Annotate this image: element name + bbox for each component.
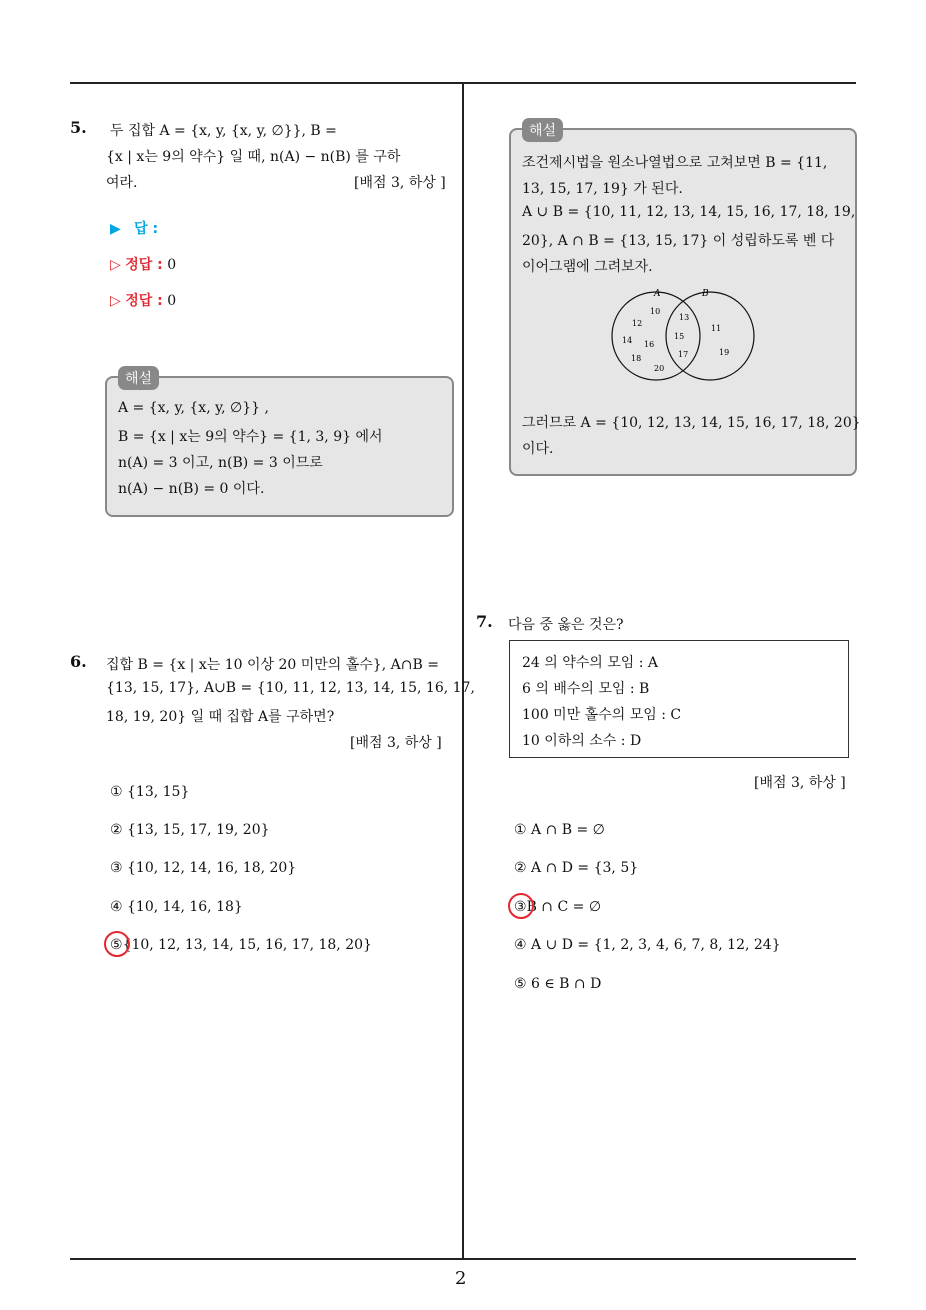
right-explanation-tag: 해설	[522, 118, 563, 142]
choice-mark: ⑤	[514, 976, 527, 992]
q5-correct-row-2	[110, 290, 176, 310]
q7-selected-ring-icon	[508, 893, 534, 919]
venn-a-10: 10	[650, 307, 661, 316]
right-explain-line-5: 이어그램에 그려보자.	[522, 259, 653, 275]
q7-choice-4[interactable]	[514, 937, 781, 953]
q7-choice-1[interactable]	[514, 822, 605, 838]
page-number: 2	[455, 1268, 467, 1289]
outline-triangle-icon: ▷	[110, 257, 121, 273]
q5-explain-line-3: n(A) = 3 이고, n(B) = 3 이므로	[118, 455, 323, 471]
q7-def-2: 6 의 배수의 모임 : B	[522, 681, 650, 697]
correct-value: 0	[167, 257, 177, 273]
correct-value: 0	[167, 293, 177, 309]
choice-mark: ③	[110, 860, 123, 876]
q6-choice-5[interactable]	[110, 937, 372, 953]
q7-choice-5[interactable]	[514, 976, 601, 992]
q5-line-1: 두 집합 A = {x, y, {x, y, ∅}}, B =	[110, 123, 337, 139]
q6-selected-ring-icon	[104, 931, 130, 957]
venn-a-12: 12	[632, 319, 643, 328]
choice-mark: ④	[514, 937, 527, 953]
choice-mark: ②	[514, 860, 527, 876]
choice-text: {10, 12, 13, 14, 15, 16, 17, 18, 20}	[122, 937, 372, 953]
choice-mark: ④	[110, 899, 123, 915]
venn-a-14: 14	[622, 336, 633, 345]
q5-score: [배점 3, 하상 ]	[354, 175, 446, 191]
q6-choice-1[interactable]	[110, 784, 189, 800]
q7-def-4: 10 이하의 소수 : D	[522, 733, 642, 749]
choice-mark: ③	[514, 899, 527, 915]
choice-mark: ⑤	[110, 937, 123, 953]
choice-mark: ②	[110, 822, 123, 838]
q7-def-3: 100 미만 홀수의 모임 : C	[522, 707, 682, 723]
venn-label-a: A	[654, 289, 661, 299]
right-explain-line-3: A ∪ B = {10, 11, 12, 13, 14, 15, 16, 17, 18, 19,	[522, 204, 856, 220]
q5-line-3: 여라.	[106, 175, 138, 191]
venn-ab-17: 17	[678, 350, 689, 359]
choice-text: A ∪ D = {1, 2, 3, 4, 6, 7, 8, 12, 24}	[531, 937, 781, 953]
choice-text: A ∩ D = {3, 5}	[531, 860, 639, 876]
q6-number: 6.	[70, 652, 87, 671]
q5-explain-line-1: A = {x, y, {x, y, ∅}} ,	[118, 400, 269, 416]
venn-a-20: 20	[654, 364, 665, 373]
q7-question: 다음 중 옳은 것은?	[508, 617, 624, 633]
q5-line-2: {x | x는 9의 약수} 일 때, n(A) − n(B) 를 구하	[106, 149, 401, 165]
choice-text: 6 ∈ B ∩ D	[531, 976, 602, 992]
q6-choice-2[interactable]	[110, 822, 270, 838]
q6-line-2: {13, 15, 17}, A∪B = {10, 11, 12, 13, 14, 15, 16, 17,	[106, 680, 475, 696]
q6-choice-3[interactable]	[110, 860, 296, 876]
choice-mark: ①	[514, 822, 527, 838]
choice-text: {13, 15}	[127, 784, 190, 800]
q5-explanation-tag: 해설	[118, 366, 159, 390]
q5-explain-line-2: B = {x | x는 9의 약수} = {1, 3, 9} 에서	[118, 429, 383, 445]
q5-answer-row	[110, 218, 158, 238]
q5-correct-row-1	[110, 254, 176, 274]
q7-def-1: 24 의 약수의 모임 : A	[522, 655, 659, 671]
right-explain-line-1: 조건제시법을 원소나열법으로 고쳐보면 B = {11,	[522, 155, 828, 171]
outline-triangle-icon: ▷	[110, 293, 121, 309]
q5-number: 5.	[70, 118, 87, 137]
bottom-rule	[70, 1258, 856, 1260]
play-triangle-icon: ▶	[110, 221, 121, 237]
correct-label: 정답 :	[125, 257, 163, 273]
right-conclusion-line-2: 이다.	[522, 441, 554, 457]
venn-ab-15: 15	[674, 332, 685, 341]
q7-number: 7.	[476, 612, 493, 631]
q6-choice-4[interactable]	[110, 899, 243, 915]
venn-label-b: B	[702, 289, 709, 299]
venn-b-11: 11	[711, 324, 722, 333]
venn-diagram	[610, 284, 760, 388]
right-explain-line-4: 20}, A ∩ B = {13, 15, 17} 이 성립하도록 벤 다	[522, 233, 835, 249]
q7-score: [배점 3, 하상 ]	[754, 775, 846, 791]
q6-line-3: 18, 19, 20} 일 때 집합 A를 구하면?	[106, 709, 335, 725]
venn-a-18: 18	[631, 354, 642, 363]
venn-ab-13: 13	[679, 313, 690, 322]
answer-label: 답 :	[134, 221, 159, 237]
q6-score: [배점 3, 하상 ]	[350, 735, 442, 751]
right-conclusion-line-1: 그러므로 A = {10, 12, 13, 14, 15, 16, 17, 18, 20}	[522, 415, 861, 431]
choice-mark: ①	[110, 784, 123, 800]
choice-text: {10, 12, 14, 16, 18, 20}	[127, 860, 297, 876]
venn-b-19: 19	[719, 348, 730, 357]
choice-text: {10, 14, 16, 18}	[127, 899, 243, 915]
q7-choice-2[interactable]	[514, 860, 638, 876]
choice-text: {13, 15, 17, 19, 20}	[127, 822, 270, 838]
q5-explain-line-4: n(A) − n(B) = 0 이다.	[118, 481, 265, 497]
q6-line-1: 집합 B = {x | x는 10 이상 20 미만의 홀수}, A∩B =	[106, 657, 439, 673]
choice-text: B ∩ C = ∅	[526, 899, 602, 915]
column-divider	[462, 82, 464, 1259]
choice-text: A ∩ B = ∅	[531, 822, 605, 838]
right-explain-line-2: 13, 15, 17, 19} 가 된다.	[522, 181, 683, 197]
correct-label: 정답 :	[125, 293, 163, 309]
venn-a-16: 16	[644, 340, 655, 349]
